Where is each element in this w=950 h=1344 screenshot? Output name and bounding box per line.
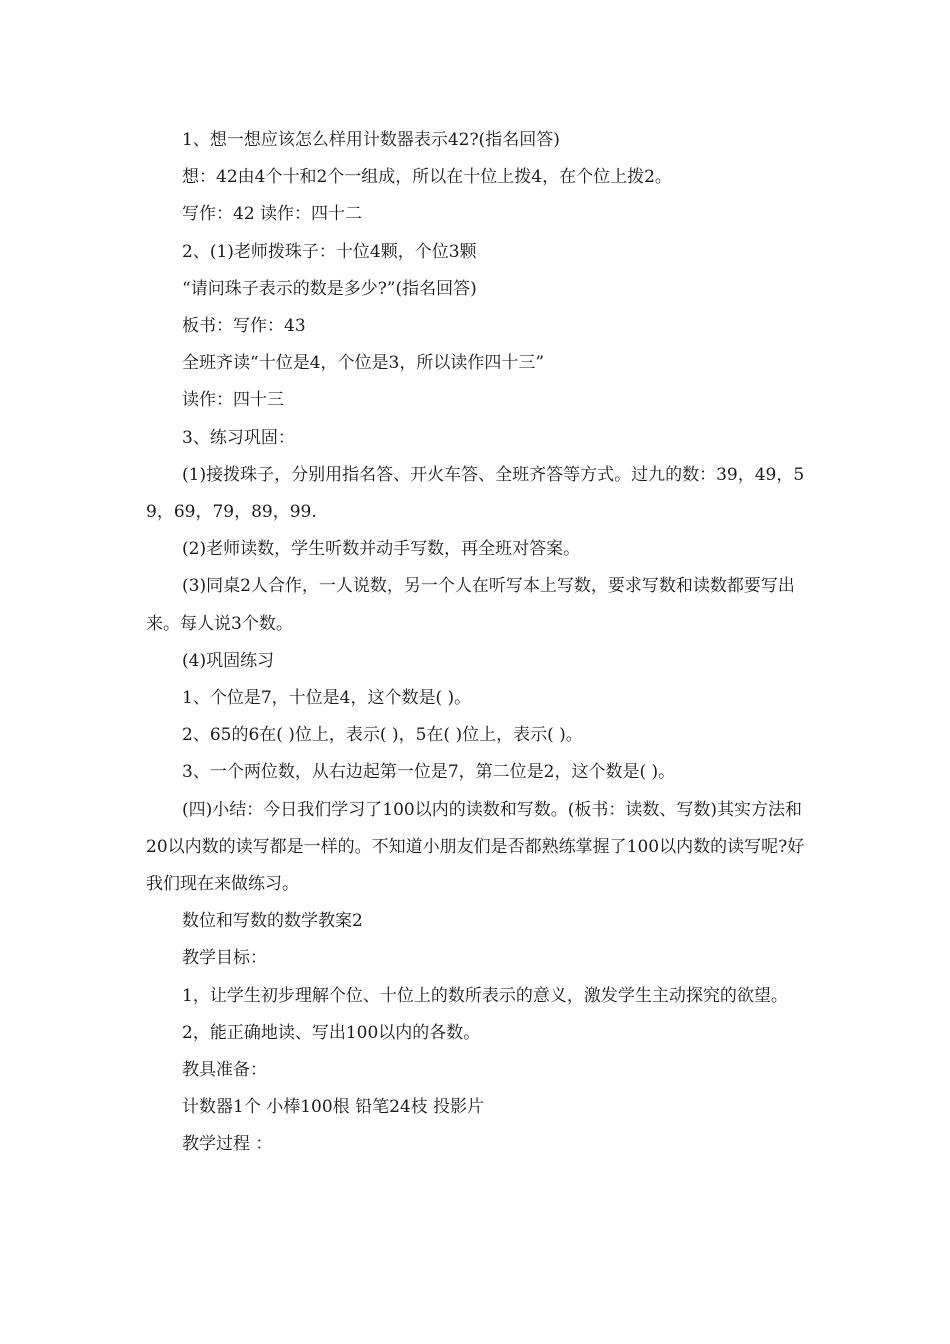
section-heading: 数位和写数的数学教案2 — [182, 911, 363, 932]
paragraph: “请问珠子表示的数是多少?”(指名回答) — [182, 278, 477, 299]
paragraph: (3)同桌2人合作，一人说数，另一个人在听写本上写数，要求写数和读数都要写出来。每人说3个数。 — [146, 576, 795, 634]
paragraph: 教具准备： — [182, 1060, 267, 1081]
paragraph: 全班齐读“十位是4，个位是3，所以读作四十三” — [182, 353, 545, 374]
paragraph: 1、个位是7，十位是4，这个数是( )。 — [182, 688, 472, 709]
paragraph: 2、65的6在( )位上，表示( )，5在( )位上，表示( )。 — [182, 725, 583, 746]
paragraph: 读作：四十三 — [182, 390, 284, 411]
paragraph: 3、一个两位数，从右边起第一位是7，第二位是2，这个数是( )。 — [182, 762, 676, 783]
paragraph: 2、(1)老师拨珠子：十位4颗，个位3颗 — [182, 241, 477, 262]
paragraph: (2)老师读数，学生听数并动手写数，再全班对答案。 — [182, 539, 581, 560]
paragraph: 1、想一想应该怎么样用计数器表示42?(指名回答) — [182, 130, 560, 150]
paragraph: 教学目标： — [182, 948, 267, 969]
document-body — [146, 122, 810, 1164]
paragraph: 1，让学生初步理解个位、十位上的数所表示的意义，激发学生主动探究的欲望。 — [182, 985, 788, 1006]
paragraph: (1)接拨珠子，分别用指名答、开火车答、全班齐答等方式。过九的数：39，49，59，69，79，89，99. — [146, 464, 805, 523]
paragraph: (四)小结：今日我们学习了100以内的读数和写数。(板书：读数、写数)其实方法和20以内数的读写都是一样的。不知道小朋友们是否都熟练掌握了100以内数的读写呢?好我们现在来做练习。 — [146, 799, 805, 895]
paragraph: (4)巩固练习 — [182, 650, 275, 671]
paragraph: 2，能正确地读、写出100以内的各数。 — [182, 1022, 481, 1043]
paragraph: 想：42由4个十和2个一组成，所以在十位上拨4，在个位上拨2。 — [182, 167, 672, 188]
paragraph: 3、练习巩固： — [182, 427, 295, 448]
paragraph: 写作：42 读作：四十二 — [182, 204, 363, 225]
paragraph: 板书：写作：43 — [182, 316, 306, 337]
paragraph: 计数器1个 小棒100根 铅笔24枝 投影片 — [182, 1097, 485, 1118]
paragraph: 教学过程 ： — [182, 1134, 273, 1155]
